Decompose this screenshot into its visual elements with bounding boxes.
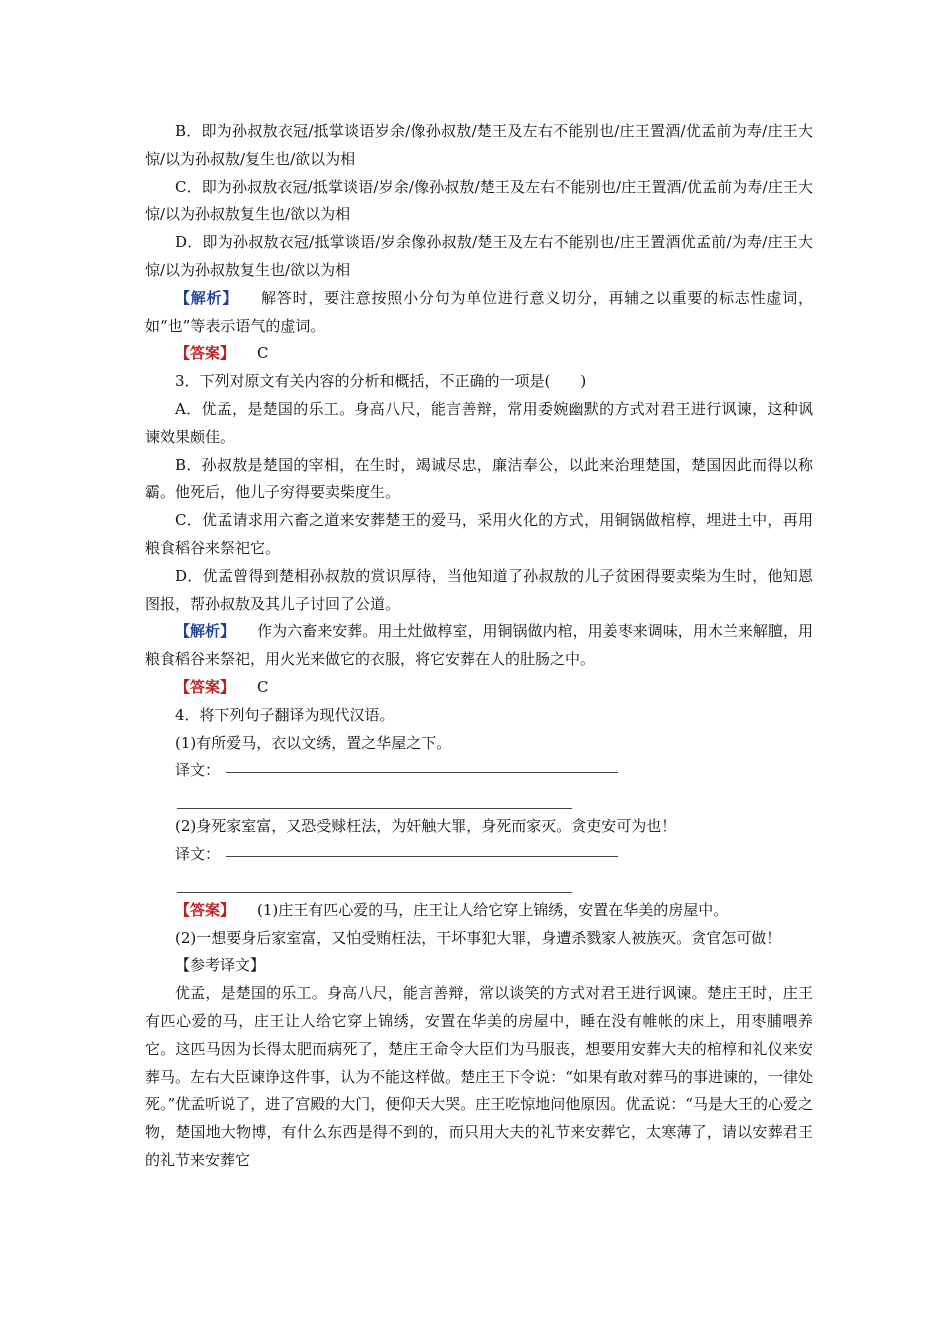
q4-answer-2: (2)一想要身后家室富，又怕受贿枉法，干坏事犯大罪，身遭杀戮家人被族灭。贪官怎可做！ (175, 928, 782, 947)
q3-option-c: C．优孟请求用六畜之道来安葬楚王的爱马，采用火化的方式，用铜锅做棺椁，埋进土中，再用粮食稻谷来祭祀它。 (145, 511, 813, 557)
q3-answer-label: 【答案】 (175, 677, 236, 696)
q3-answer (145, 674, 813, 702)
q2-answer-value: C (257, 344, 269, 363)
q4-answer-label: 【答案】 (175, 900, 236, 919)
q4-sentence-1: (1)有所爱马，衣以文绣，置之华屋之下。 (175, 733, 452, 752)
q2-analysis (145, 285, 813, 341)
q2-option-d: D．即为孙叔敖衣冠/抵掌谈语/岁余像孙叔敖/楚王及左右不能别也/庄王置酒优孟前/为寿/庄王大惊/以为孙叔敖复生也/欲以为相 (145, 233, 813, 279)
translation-label: 译文： (175, 761, 221, 780)
q3-option-d: D．优孟曾得到楚相孙叔敖的赏识厚待，当他知道了孙叔敖的儿子贫困得要卖柴为生时，他知恩图报，帮孙叔敖及其儿子讨回了公道。 (145, 566, 813, 613)
q4-stem: 4．将下列句子翻译为现代汉语。 (175, 705, 395, 724)
q2-analysis-label: 【解析】 (175, 288, 239, 307)
q2-analysis-text: 解答时，要注意按照小分句为单位进行意义切分，再辅之以重要的标志性虚词，如“也”等表示语气的虚词。 (145, 288, 813, 335)
q3-analysis-text: 作为六畜来安葬。用土灶做椁室，用铜锅做内棺，用姜枣来调味，用木兰来解膻，用粮食稻谷来祭祀，用火光来做它的衣服，将它安葬在人的肚肠之中。 (145, 622, 813, 669)
reference-text: 优孟，是楚国的乐工。身高八尺，能言善辩，常以谈笑的方式对君王进行讽谏。楚庄王时，庄王有匹心爱的马，庄王让人给它穿上锦绣，安置在华美的房屋中，睡在没有帷帐的床上，用枣脯喂养它。这匹马因为长得太肥而病死了，楚庄王命令大臣们为马服丧，想要用安葬大夫的棺椁和礼仪来安葬马。左右大臣谏诤这件事，认为不能这样做。楚庄王下令说：“如果有敢对葬马的事进谏的，一律处死。”优孟听说了，进了宫殿的大门，便仰天大哭。庄王吃惊地问他原因。优孟说：“马是大王的心爱之物，楚国地大物博，有什么东西是得不到的，而只用大夫的礼节来安葬它，太寒薄了，请以安葬君王的礼节来安葬它 (145, 984, 813, 1169)
answer-blank-line[interactable] (226, 772, 618, 773)
q3-analysis (145, 618, 813, 674)
document-page (145, 118, 813, 1175)
q4-answer-1: (1)庄王有匹心爱的马，庄王让人给它穿上锦绣，安置在华美的房屋中。 (257, 900, 729, 919)
q3-analysis-label: 【解析】 (175, 622, 236, 641)
q2-option-c: C．即为孙叔敖衣冠/抵掌谈语/岁余/像孙叔敖/楚王及左右不能别也/庄王置酒/优孟前为寿/庄王大惊/以为孙叔敖复生也/欲以为相 (145, 177, 813, 224)
q2-answer (145, 340, 813, 368)
answer-blank-line[interactable] (177, 808, 572, 809)
answer-blank-line[interactable] (177, 892, 572, 893)
q4-sentence-2: (2)身死家室富，又恐受赇枉法，为奸触大罪，身死而家灭。贪吏安可为也！ (175, 817, 677, 836)
q4-translation-1 (145, 757, 813, 785)
answer-blank-line[interactable] (226, 856, 618, 857)
reference-title: 【参考译文】 (175, 956, 266, 975)
q3-stem: 3．下列对原文有关内容的分析和概括，不正确的一项是( ) (175, 372, 587, 391)
q4-answer (145, 897, 813, 925)
q3-option-b: B．孙叔敖是楚国的宰相，在生时，竭诚尽忠，廉洁奉公，以此来治理楚国，楚国因此而得以称霸。他死后，他儿子穷得要卖柴度生。 (145, 455, 813, 502)
translation-label: 译文： (175, 844, 221, 863)
q2-option-b: B．即为孙叔敖衣冠/抵掌谈语岁余/像孙叔敖/楚王及左右不能别也/庄王置酒/优孟前为寿/庄王大惊/以为孙叔敖/复生也/欲以为相 (145, 122, 813, 168)
q4-translation-2 (145, 841, 813, 869)
q3-answer-value: C (257, 677, 269, 696)
q3-option-a: A．优孟，是楚国的乐工。身高八尺，能言善辩，常用委婉幽默的方式对君王进行讽谏，这种讽谏效果颇佳。 (145, 399, 813, 446)
q2-answer-label: 【答案】 (175, 344, 236, 363)
